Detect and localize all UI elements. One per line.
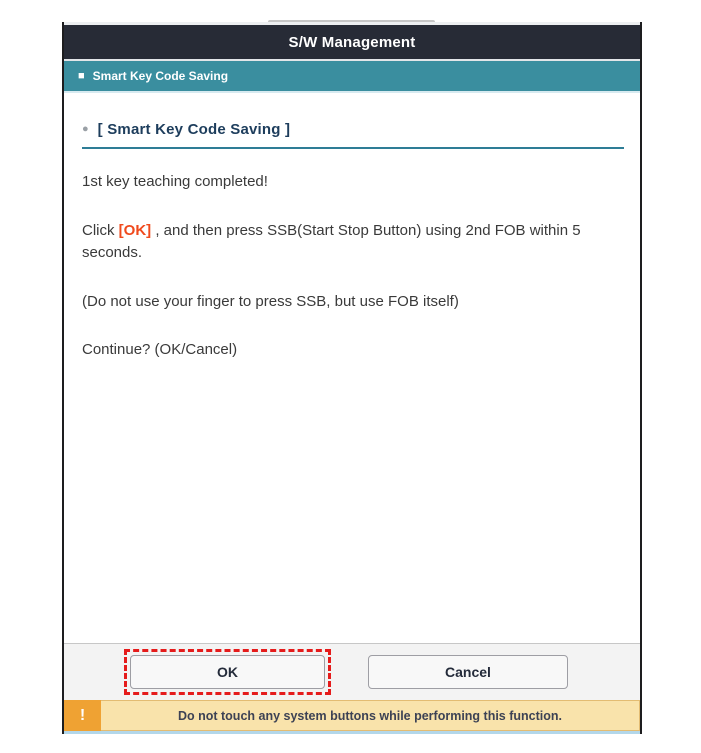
dialog-button-bar [64, 643, 640, 700]
message-line-4: Continue? (OK/Cancel) [82, 341, 238, 358]
message-line-2 [82, 220, 624, 265]
dialog-title: S/W Management [288, 33, 416, 51]
message-line-1: 1st key teaching completed! [82, 173, 268, 190]
content-heading: [ Smart Key Code Saving ] [97, 121, 291, 138]
content-heading-row [82, 121, 624, 149]
ok-highlight-text: [OK] [118, 221, 152, 239]
ok-button[interactable]: OK [130, 655, 325, 689]
function-name-label: Smart Key Code Saving [92, 69, 229, 83]
message-line-2-suffix: , and then press SSB(Start Stop Button) using 2nd FOB within 5 seconds. [82, 221, 581, 261]
warning-bar [64, 700, 640, 731]
function-header-bar [64, 61, 640, 91]
message-line-2-prefix: Click [82, 221, 119, 239]
message-line-3: (Do not use your finger to press SSB, but use FOB itself) [82, 292, 459, 310]
ok-button-highlight-outline [124, 649, 331, 695]
dialog-titlebar [64, 25, 640, 59]
message-content-area [64, 93, 640, 643]
bottom-accent-line [64, 731, 640, 734]
warning-message: Do not touch any system buttons while performing this function. [101, 700, 640, 731]
cancel-button[interactable]: Cancel [368, 655, 568, 689]
bullet-icon: ● [82, 123, 89, 135]
square-bullet-icon: ■ [78, 69, 85, 82]
sw-management-dialog [62, 22, 642, 734]
warning-exclamation-icon: ! [64, 700, 101, 731]
